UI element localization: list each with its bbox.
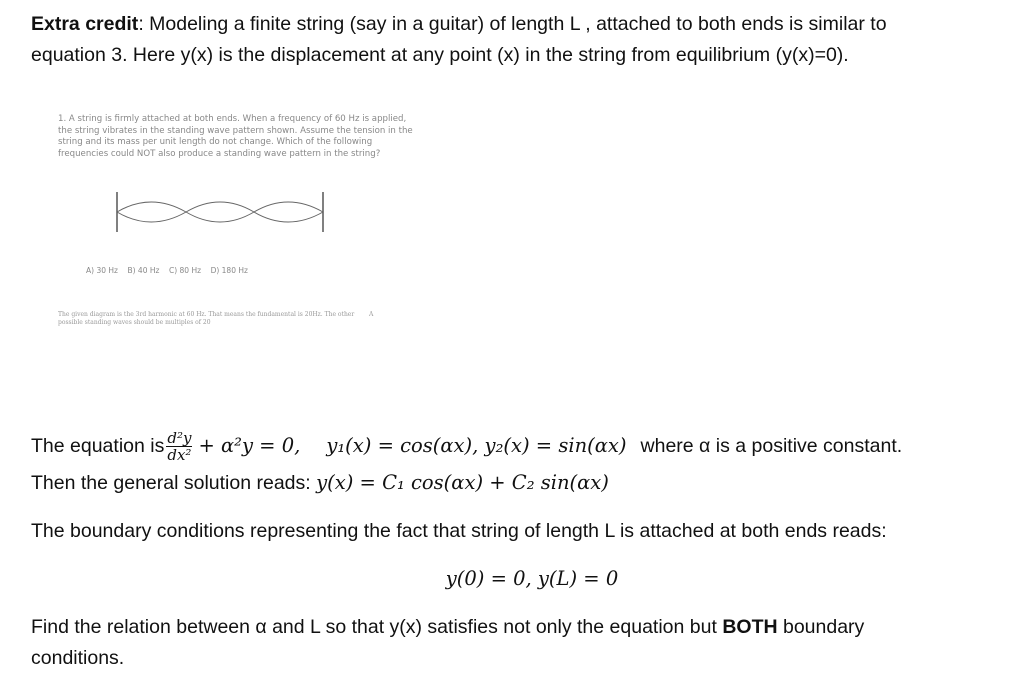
embedded-choices: A) 30 Hz B) 40 Hz C) 80 Hz D) 180 Hz: [86, 266, 248, 275]
embedded-problem-line: 1. A string is firmly attached at both ends. When a frequency of 60 Hz is applied,: [58, 114, 407, 124]
basis-solutions: y₁(x) = cos(αx), y₂(x) = sin(αx): [326, 434, 627, 457]
equation-rest: + α²y = 0,: [198, 434, 301, 457]
find-text: Find the relation between α and L so that y(x) satisfies not only the equation but: [31, 616, 723, 638]
general-solution-line: [31, 471, 609, 495]
embedded-note-line: The given diagram is the 3rd harmonic at 60 Hz. That means the fundamental is 20Hz. The other: [58, 311, 355, 318]
standing-wave-diagram: [110, 190, 330, 234]
embedded-problem-line: the string vibrates in the standing wave pattern shown. Assume the tension in the: [58, 125, 413, 136]
find-line-1: [31, 615, 864, 639]
boundary-text: The boundary conditions representing the fact that string of length L is attached at both ends reads:: [31, 520, 887, 542]
general-solution-math: y(x) = C₁ cos(αx) + C₂ sin(αx): [316, 471, 609, 494]
extra-credit-text: : Modeling a finite string (say in a guitar) of length L , attached to both ends is similar to: [138, 13, 887, 35]
find-text-end: boundary: [777, 616, 865, 638]
equation-suffix: where α is a positive constant.: [640, 435, 903, 457]
embedded-problem-line: string and its mass per unit length do not change. Which of the following: [58, 137, 373, 147]
second-derivative-fraction: [166, 430, 192, 463]
extra-credit-line-1: [31, 12, 887, 36]
embedded-problem-line: frequencies could NOT also produce a standing wave pattern in the string?: [58, 148, 381, 159]
find-bold: BOTH: [722, 616, 778, 638]
equation-prefix: The equation is: [31, 435, 165, 457]
embedded-answer: A: [369, 311, 374, 318]
embedded-note-line: possible standing waves should be multiples of 20: [58, 319, 211, 326]
boundary-math: y(0) = 0, y(L) = 0: [445, 567, 619, 590]
embedded-problem-image: [58, 114, 418, 160]
general-solution-prefix: Then the general solution reads:: [31, 472, 317, 494]
equation-line: [31, 426, 902, 466]
find-line-2: conditions.: [31, 647, 125, 669]
extra-credit-line-2: equation 3. Here y(x) is the displacement at any point (x) in the string from equilibrium (y(x)=0).: [31, 44, 849, 66]
extra-credit-label: Extra credit: [31, 13, 139, 35]
embedded-note: [58, 311, 398, 327]
fraction-numerator: d²y: [167, 428, 192, 447]
fraction-denominator: dx²: [167, 445, 192, 464]
